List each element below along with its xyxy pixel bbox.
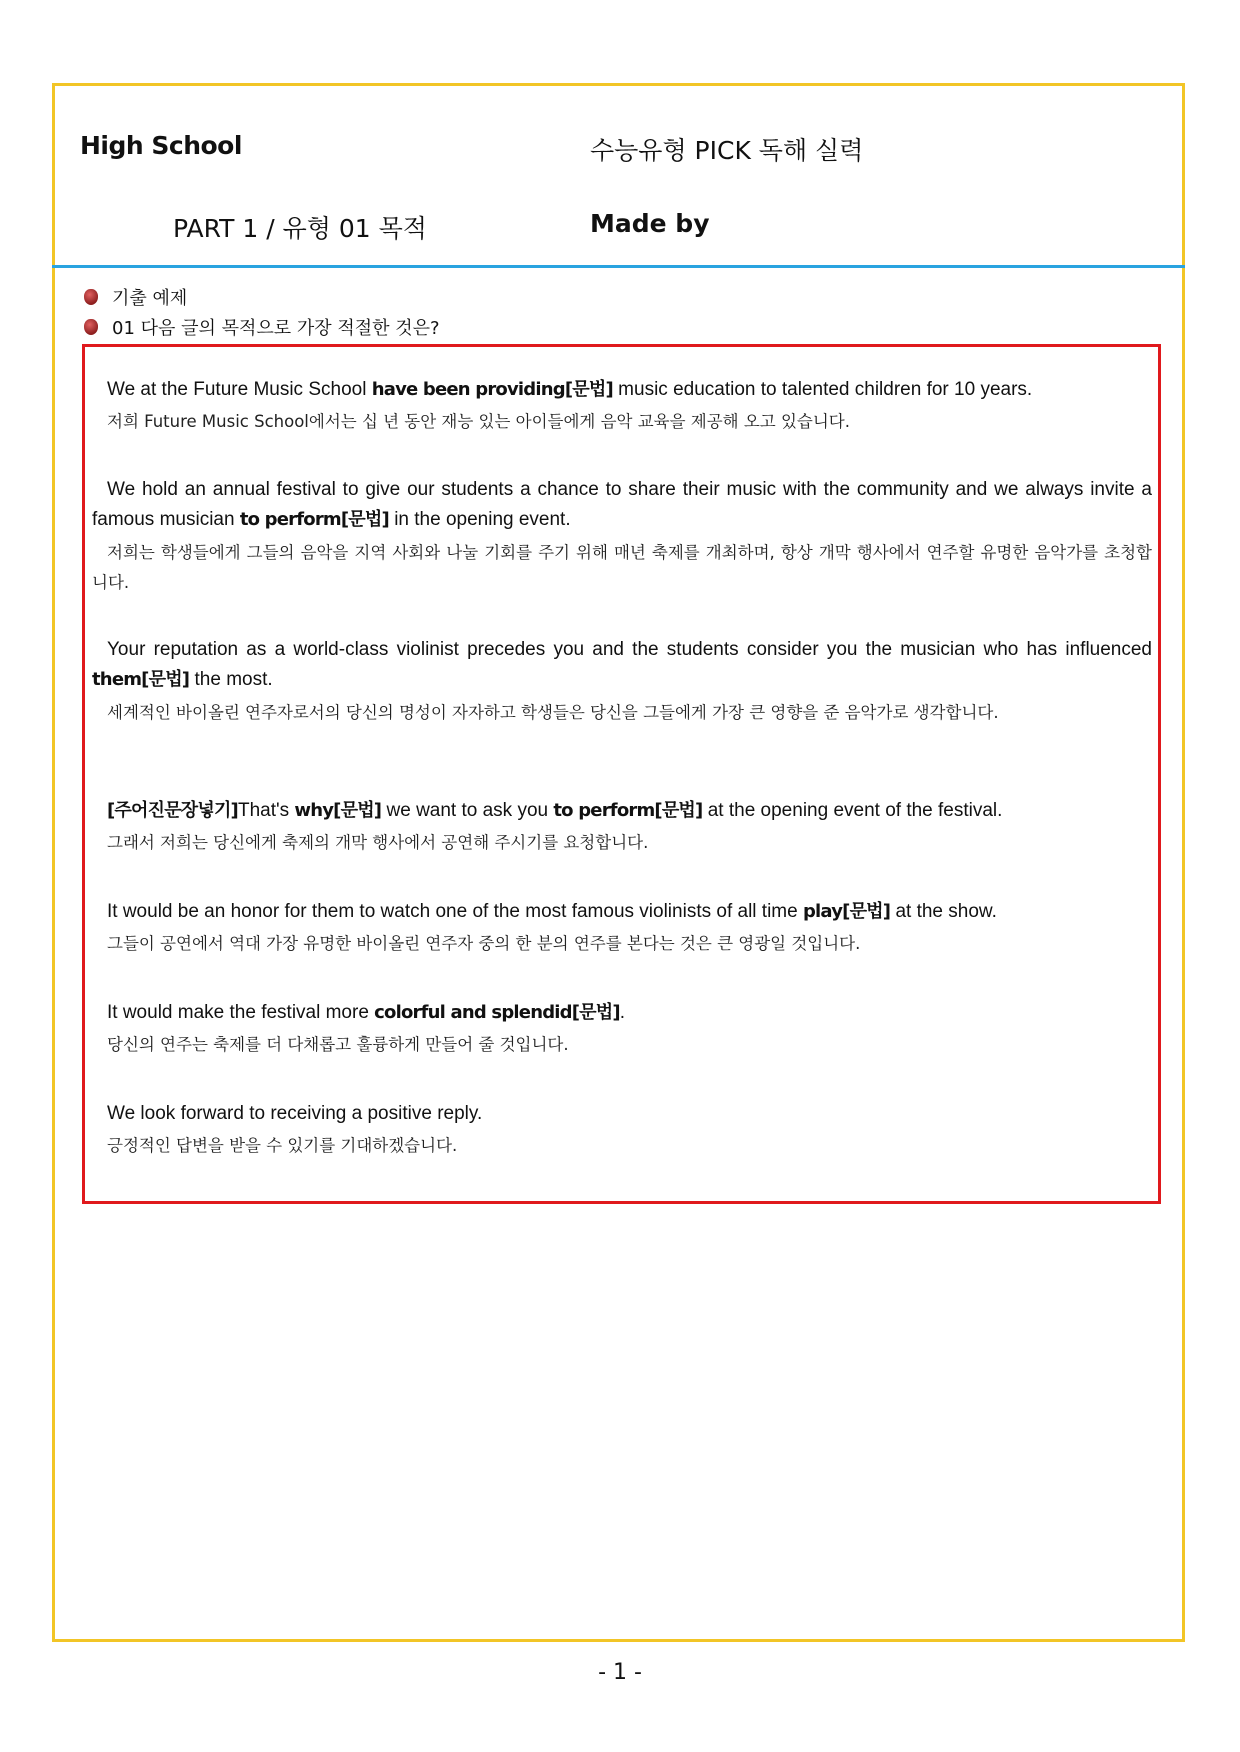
- grammar-point: have been providing[문법]: [371, 379, 613, 400]
- bullet-dot-icon: [84, 319, 98, 335]
- book-title: 수능유형 PICK 독해 실력: [590, 136, 864, 165]
- grammar-point: them[문법]: [92, 669, 190, 690]
- bullet-item: [84, 314, 440, 340]
- grammar-point: to perform[문법]: [239, 509, 389, 530]
- passage-ko-4: 그래서 저희는 당신에게 축제의 개막 행사에서 공연해 주시기를 요청합니다.: [107, 833, 649, 852]
- passage-ko-6: 당신의 연주는 축제를 더 다채롭고 훌륭하게 만들어 줄 것입니다.: [107, 1035, 569, 1054]
- page-number: - 1 -: [598, 1660, 642, 1685]
- passage-en-6: It would make the festival more colorful and splendid[문법].: [107, 1002, 626, 1023]
- grammar-point: colorful and splendid[문법]: [374, 1002, 620, 1023]
- question-text: 01 다음 글의 목적으로 가장 적절한 것은?: [112, 318, 440, 339]
- passage-en-3: Your reputation as a world-class violinist precedes you and the students consider you the musician who has influenced them[문법] the most.: [92, 639, 1152, 690]
- passage-en-2: We hold an annual festival to give our students a chance to share their music with the community and we always invite a famous musician to perform[문법] in the opening event.: [92, 479, 1152, 530]
- header-divider: [52, 265, 1185, 268]
- bullet-item: [84, 284, 187, 310]
- passage-ko-2: 저희는 학생들에게 그들의 음악을 지역 사회와 나눌 기회를 주기 위해 매년 축제를 개최하며, 항상 개막 행사에서 연주할 유명한 음악가를 초청합니다.: [92, 543, 1152, 592]
- grammar-point: to perform[문법]: [553, 800, 703, 821]
- passage-en-5: It would be an honor for them to watch one of the most famous violinists of all time play[문법] at the show.: [107, 901, 997, 922]
- passage-en-4: [주어진문장넣기]That's why[문법] we want to ask you to perform[문법] at the opening event of the festival.: [107, 800, 1003, 821]
- passage-ko-7: 긍정적인 답변을 받을 수 있기를 기대하겠습니다.: [107, 1136, 458, 1155]
- made-by-label: Made by: [590, 209, 710, 238]
- bullet-text: 기출 예제: [112, 288, 188, 309]
- grammar-point: why[문법]: [294, 800, 382, 821]
- part-label: PART 1 / 유형 01 목적: [173, 214, 427, 243]
- passage-ko-3: 세계적인 바이올린 연주자로서의 당신의 명성이 자자하고 학생들은 당신을 그들에게 가장 큰 영향을 준 음악가로 생각합니다.: [107, 703, 999, 722]
- bullet-dot-icon: [84, 289, 98, 305]
- passage-box: [82, 344, 1161, 1204]
- passage-ko-1: 저희 Future Music School에서는 십 년 동안 재능 있는 아이들에게 음악 교육을 제공해 오고 있습니다.: [107, 412, 850, 431]
- school-label: High School: [80, 131, 242, 160]
- grammar-point: play[문법]: [802, 901, 891, 922]
- insert-sentence-tag: [주어진문장넣기]: [107, 800, 238, 821]
- passage-ko-5: 그들이 공연에서 역대 가장 유명한 바이올린 연주자 중의 한 분의 연주를 본다는 것은 큰 영광일 것입니다.: [107, 934, 861, 953]
- passage-en-7: We look forward to receiving a positive reply.: [107, 1103, 483, 1124]
- passage-en-1: We at the Future Music School have been providing[문법] music education to talented children for 10 years.: [107, 379, 1033, 400]
